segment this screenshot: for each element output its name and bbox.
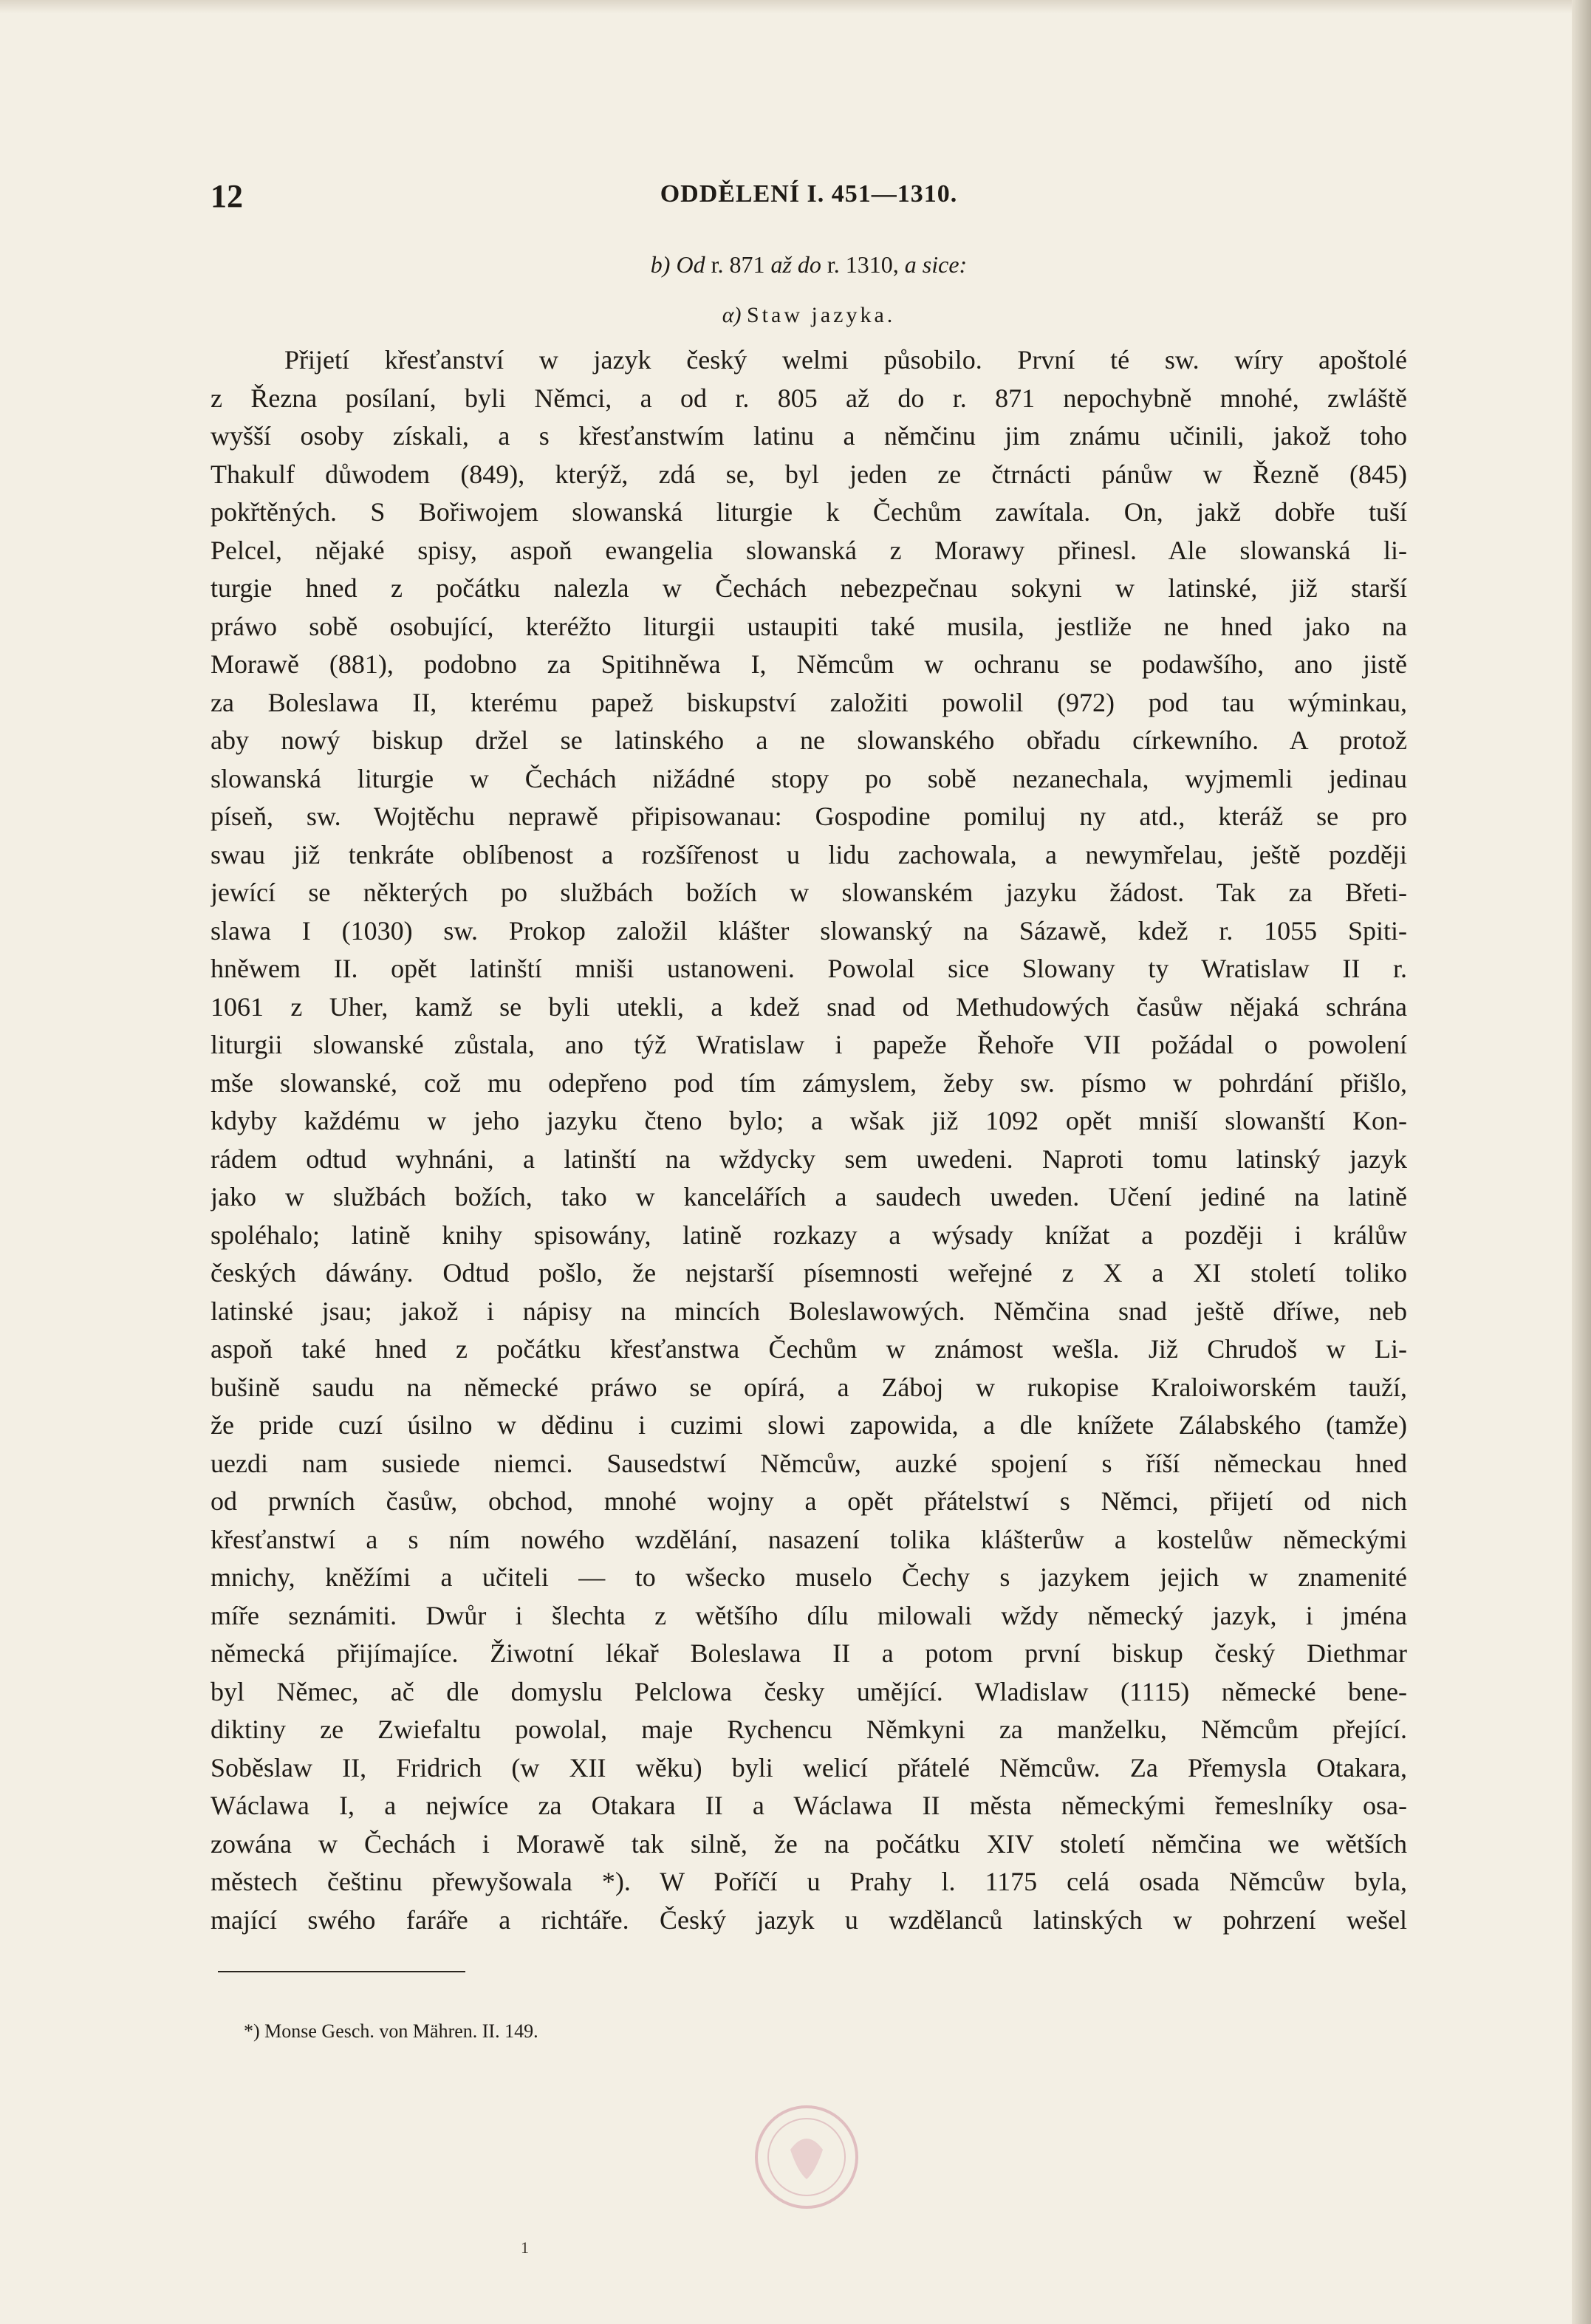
text-line: českých dáwány. Odtud pošlo, že nejstarší písemnosti weřejné z X a XI století toliko — [211, 1258, 1407, 1288]
text-line: rádem odtud wyhnáni, a latinští na wždycky sem uwedeni. Naproti tomu latinský jazyk — [211, 1144, 1407, 1174]
section-text-e: a sice: — [904, 251, 968, 278]
text-line: mnichy, kněžími a učiteli — to wšecko muselo Čechy s jazykem jejich w znamenité — [211, 1562, 1407, 1592]
subsection-label: α) — [722, 303, 742, 327]
section-text-b: r. 871 — [711, 251, 765, 278]
text-line: práwo sobě osobující, kteréžto liturgii ustaupiti také musila, jestliže ne hned jako na — [211, 611, 1407, 641]
text-line: z Řezna posílaní, byli Němci, a od r. 805 až do r. 871 nepochybně mnohé, zwláště — [211, 383, 1407, 413]
text-line: liturgii slowanské zůstala, ano týž Wratislaw i papeže Řehoře VII požádal o powolení — [211, 1030, 1407, 1059]
section-label: b) — [650, 251, 671, 278]
text-line: mající swého faráře a richtáře. Český jazyk u wzdělanců latinských w pohrzení wešel — [211, 1904, 1407, 1935]
text-line: 1061 z Uher, kamž se byli utekli, a kdež snad od Methudowých časůw nějaká schrána — [211, 991, 1407, 1022]
section-title — [211, 251, 1407, 278]
page-top-edge — [0, 0, 1591, 13]
text-line: zowána w Čechách i Morawě tak silně, že na počátku XIV století němčina we wětších — [211, 1828, 1407, 1859]
footnote-rule — [218, 1971, 465, 1972]
section-text-d: r. 1310, — [827, 251, 899, 278]
text-line: slawa I (1030) sw. Prokop založil klášter slowanský na Sázawě, kdež r. 1055 Spiti- — [211, 915, 1407, 946]
text-line: Wáclawa I, a nejwíce za Otakara II a Wáclawa II města německými řemeslníky osa- — [211, 1791, 1407, 1820]
body-text — [211, 341, 1407, 1939]
bottom-mark: 1 — [521, 2238, 529, 2257]
text-line: mše slowanské, což mu odepřeno pod tím zámyslem, žeby sw. písmo w pohrdání přišlo, — [211, 1067, 1407, 1098]
subsection-title — [211, 303, 1407, 328]
text-line: Morawě (881), podobno za Spitihněwa I, Němcům w ochranu se podawšího, ano jistě — [211, 649, 1407, 679]
text-line: spoléhalo; latině knihy spisowány, latině rozkazy a wýsady knížat a později i králůw — [211, 1220, 1407, 1250]
text-line: Přijetí křesťanství w jazyk český welmi působilo. První té sw. wíry apoštolé — [284, 345, 1407, 375]
text-line: kdyby každému w jeho jazyku čteno bylo; a wšak již 1092 opět mniší slowanští Kon- — [211, 1106, 1407, 1135]
footnote: *) Monse Gesch. von Mähren. II. 149. — [244, 2020, 538, 2042]
text-line: aby nowý biskup držel se latinského a ne slowanského obřadu církewního. A protož — [211, 725, 1407, 755]
text-line: pokřtěných. S Bořiwojem slowanská liturgie k Čechům zawítala. On, jakž dobře tuší — [211, 497, 1407, 527]
running-title: ODDĚLENÍ I. 451—1310. — [660, 180, 958, 208]
text-line: Pelcel, nějaké spisy, aspoň ewangelia slowanská z Morawy přinesl. Ale slowanská li- — [211, 535, 1407, 565]
text-line: míře seznámiti. Dwůr i šlechta z wětšího dílu milowali wždy německý jazyk, i jména — [211, 1600, 1407, 1630]
section-text-c: až do — [770, 251, 821, 278]
text-line: píseň, sw. Wojtěchu neprawě připisowanau: Gospodine pomiluj ny atd., kteráž se pro — [211, 802, 1407, 831]
text-line: městech češtinu přewyšowala *). W Poříčí u Prahy l. 1175 celá osada Němcůw byla, — [211, 1867, 1407, 1896]
text-line: aspoň také hned z počátku křesťanstwa Čechům w známost wešla. Již Chrudoš w Li- — [211, 1334, 1407, 1364]
text-line: slowanská liturgie w Čechách nižádné stopy po sobě nezanechala, wyjmemli jedinau — [211, 763, 1407, 793]
subsection-heading: Staw jazyka. — [746, 303, 896, 327]
section-text-a: Od — [676, 251, 705, 278]
page-number: 12 — [211, 178, 243, 214]
running-head — [211, 177, 1407, 214]
text-line: od prwních časůw, obchod, mnohé wojny a opět přátelstwí s Němci, přijetí od nich — [211, 1486, 1407, 1516]
page-gutter-shadow — [1572, 0, 1591, 2324]
text-line: Soběslaw II, Fridrich (w XII wěku) byli welicí přátelé Němcůw. Za Přemysla Otakara, — [211, 1752, 1407, 1783]
text-line: Thakulf důwodem (849), kterýž, zdá se, byl jeden ze čtrnácti pánůw w Řezně (845) — [211, 459, 1407, 489]
text-line: bušině saudu na německé práwo se opírá, a Záboj w rukopise Kraloiworském tauží, — [211, 1372, 1407, 1402]
text-line: jako w službách božích, tako w kancelářích a saudech uweden. Učení jediné na latině — [211, 1182, 1407, 1211]
text-line: turgie hned z počátku nalezla w Čechách nebezpečnau sokyni w latinské, již starší — [211, 573, 1407, 603]
text-line: křesťanstwí a s ním nowého wzdělání, nasazení tolika klášterůw a kostelůw německými — [211, 1524, 1407, 1554]
text-line: swau již tenkráte oblíbenost a rozšířenost u lidu zachowala, a newymřelau, ještě později — [211, 839, 1407, 869]
text-line: uezdi nam susiede niemci. Sausedstwí Němcůw, auzké spojení s říší německau hned — [211, 1448, 1407, 1478]
text-line: wyšší osoby získali, a s křesťanstwím latinu a němčinu jim známu učinili, jakož toho — [211, 421, 1407, 451]
text-line: diktiny ze Zwiefaltu powolal, maje Rychencu Němkyni za manželku, Němcům přející. — [211, 1715, 1407, 1744]
text-line: jewící se některých po službách božích w slowanském jazyku žádost. Tak za Břeti- — [211, 878, 1407, 907]
text-line: německá přijímajíce. Žiwotní lékař Boleslawa II a potom první biskup český Diethmar — [211, 1638, 1407, 1668]
text-line: hněwem II. opět latinští mniši ustanoweni. Powolal sice Slowany ty Wratislaw II r. — [211, 954, 1407, 983]
library-stamp — [747, 2098, 866, 2216]
text-line: že pride cuzí úsilno w dědinu i cuzimi slowi zapowida, a dle knížete Zálabského (tamže) — [211, 1410, 1407, 1440]
text-line: latinské jsau; jakož i nápisy na mincích Boleslawowých. Němčina snad ještě dříwe, neb — [211, 1296, 1407, 1326]
text-line: za Boleslawa II, kterému papež biskupství založiti powolil (972) pod tau wýminkau, — [211, 687, 1407, 717]
text-line: byl Němec, ač dle domyslu Pelclowa česky umějící. Wladislaw (1115) německé bene- — [211, 1676, 1407, 1706]
